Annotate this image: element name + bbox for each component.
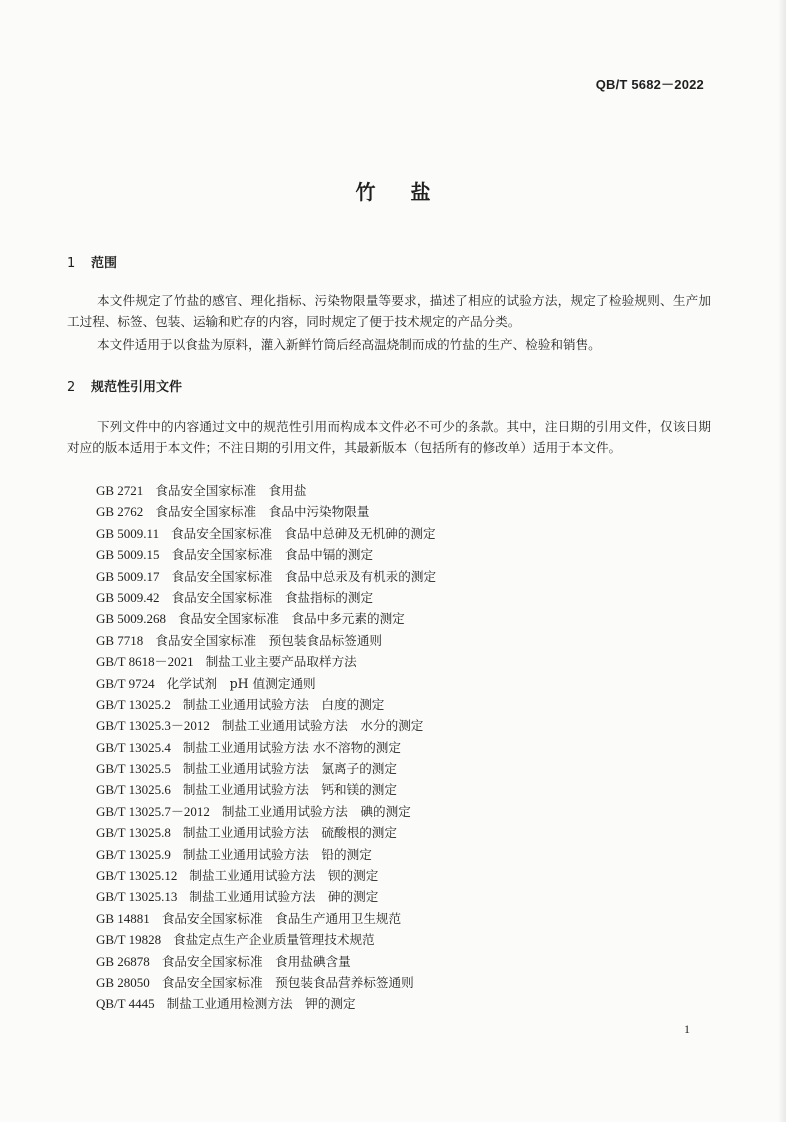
reference-title: 食盐定点生产企业质量管理技术规范 xyxy=(173,932,375,948)
list-item xyxy=(96,972,436,993)
list-item xyxy=(96,694,436,715)
section-heading-normative-references xyxy=(67,376,182,395)
reference-title: 食品安全国家标准 食用盐 xyxy=(155,483,307,498)
list-item xyxy=(96,908,436,929)
section-heading-scope xyxy=(67,252,117,271)
list-item xyxy=(96,779,436,800)
reference-title: 制盐工业通用试验方法 水分的测定 xyxy=(221,718,424,734)
reference-list xyxy=(96,480,436,1015)
list-item xyxy=(96,715,436,736)
reference-code: GB/T 13025.7－2012 xyxy=(96,803,210,819)
reference-code: GB 7718 xyxy=(96,632,144,648)
reference-code: GB 2721 xyxy=(96,483,144,498)
list-item xyxy=(96,544,436,565)
list-item xyxy=(96,608,436,629)
reference-code: GB/T 13025.6 xyxy=(96,782,171,798)
list-item xyxy=(96,758,436,779)
list-item xyxy=(96,886,436,907)
reference-code: GB 14881 xyxy=(96,910,150,926)
standard-code: QB/T 5682－2022 xyxy=(595,77,704,92)
reference-code: GB/T 8618－2021 xyxy=(96,654,194,670)
reference-code: GB/T 13025.4 xyxy=(96,739,171,755)
reference-title: 食品安全国家标准 食用盐碘含量 xyxy=(161,953,351,969)
reference-title: 食品安全国家标准 食盐指标的测定 xyxy=(171,589,374,605)
page-number: 1 xyxy=(684,1022,690,1036)
reference-title: 制盐工业通用检测方法 钾的测定 xyxy=(166,996,356,1012)
reference-title: 制盐工业通用试验方法 砷的测定 xyxy=(189,889,379,905)
reference-code: GB/T 9724 xyxy=(96,675,155,691)
list-item xyxy=(96,673,436,694)
reference-code: GB 5009.42 xyxy=(96,589,160,605)
reference-title: 制盐工业通用试验方法 硫酸根的测定 xyxy=(182,825,397,841)
reference-title: 制盐工业通用试验方法 碘的测定 xyxy=(221,803,411,819)
reference-code: GB 26878 xyxy=(96,953,150,969)
reference-code: GB 5009.11 xyxy=(96,525,160,541)
list-item xyxy=(96,523,436,544)
reference-title: 食品安全国家标准 食品中多元素的测定 xyxy=(178,611,405,627)
list-item xyxy=(96,630,436,651)
reference-code: GB/T 13025.3－2012 xyxy=(96,718,210,734)
reference-code: GB 5009.17 xyxy=(96,568,160,584)
references-intro-paragraph: 下列文件中的内容通过文中的规范性引用而构成本文件必不可少的条款。其中，注日期的引用文件，仅该日期对应的版本适用于本文件；不注日期的引用文件，其最新版本（包括所有的修改单）适用于本文件。 xyxy=(67,419,711,455)
list-item xyxy=(96,951,436,972)
reference-code: GB 5009.15 xyxy=(96,547,160,563)
reference-code: GB/T 13025.9 xyxy=(96,846,171,862)
scope-paragraph-1: 本文件规定了竹盐的感官、理化指标、污染物限量等要求，描述了相应的试验方法，规定了检验规则、生产加工过程、标签、包装、运输和贮存的内容，同时规定了便于技术规定的产品分类。 xyxy=(67,293,711,329)
section-title: 规范性引用文件 xyxy=(91,380,183,395)
list-item xyxy=(96,822,436,843)
list-item xyxy=(96,501,436,522)
reference-title: 食品安全国家标准 食品中总汞及有机汞的测定 xyxy=(171,568,437,584)
reference-code: GB 2762 xyxy=(96,504,144,520)
reference-code: QB/T 4445 xyxy=(96,996,155,1012)
reference-title: 食品安全国家标准 食品生产通用卫生规范 xyxy=(161,910,402,926)
reference-title: 制盐工业主要产品取样方法 xyxy=(205,654,357,670)
section-number: 1 xyxy=(67,256,76,271)
reference-title: 食品安全国家标准 预包装食品标签通则 xyxy=(155,632,382,648)
reference-title: 制盐工业通用试验方法 钡的测定 xyxy=(189,868,379,884)
scope-paragraph-2: 本文件适用于以食盐为原料，灌入新鲜竹筒后经高温烧制而成的竹盐的生产、检验和销售。 xyxy=(97,337,601,352)
list-item xyxy=(96,651,436,672)
list-item xyxy=(96,929,436,950)
reference-title: 制盐工业通用试验方法 铅的测定 xyxy=(182,846,372,862)
reference-title: 制盐工业通用试验方法 钙和镁的测定 xyxy=(182,782,397,798)
list-item xyxy=(96,566,436,587)
list-item xyxy=(96,480,436,501)
document-title: 竹 盐 xyxy=(355,180,445,204)
reference-title: 制盐工业通用试验方法 氯离子的测定 xyxy=(182,761,397,777)
list-item xyxy=(96,587,436,608)
reference-title: 制盐工业通用试验方法 白度的测定 xyxy=(182,696,385,712)
list-item xyxy=(96,844,436,865)
reference-code: GB/T 13025.8 xyxy=(96,825,171,841)
list-item xyxy=(96,865,436,886)
reference-code: GB/T 13025.5 xyxy=(96,761,171,777)
section-number: 2 xyxy=(67,380,76,395)
reference-code: GB 28050 xyxy=(96,974,150,990)
list-item xyxy=(96,737,436,758)
reference-code: GB 5009.268 xyxy=(96,611,167,627)
page-edge-shadow xyxy=(778,0,786,1122)
reference-code: GB/T 13025.13 xyxy=(96,889,178,905)
reference-title: 食品安全国家标准 食品中镉的测定 xyxy=(171,547,374,563)
reference-title: 化学试剂 pH 值测定通则 xyxy=(166,675,316,691)
reference-title: 食品安全国家标准 食品中污染物限量 xyxy=(155,504,370,520)
reference-title: 食品安全国家标准 食品中总砷及无机砷的测定 xyxy=(171,525,436,541)
reference-code: GB/T 19828 xyxy=(96,932,162,948)
list-item xyxy=(96,993,436,1014)
reference-code: GB/T 13025.12 xyxy=(96,868,178,884)
reference-title: 食品安全国家标准 预包装食品营养标签通则 xyxy=(161,974,414,990)
reference-code: GB/T 13025.2 xyxy=(96,696,171,712)
reference-title: 制盐工业通用试验方法 水不溶物的测定 xyxy=(182,739,401,755)
section-title: 范围 xyxy=(91,256,118,271)
list-item xyxy=(96,801,436,822)
